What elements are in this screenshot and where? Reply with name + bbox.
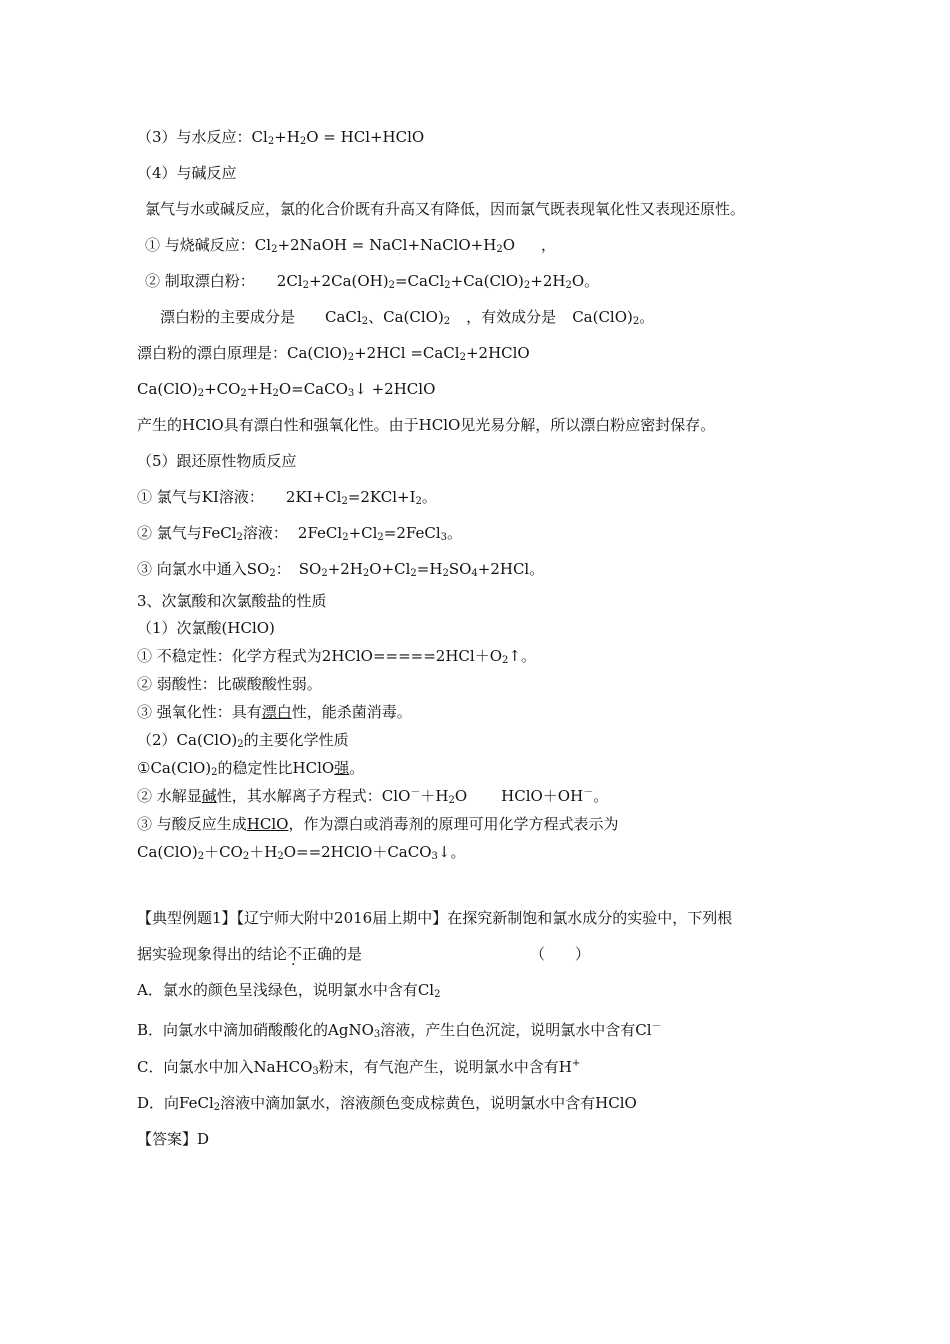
section-3-title: 3、次氯酸和次氯酸盐的性质: [137, 592, 327, 610]
hclo-weak-acid: ② 弱酸性：比碳酸酸性弱。: [137, 675, 322, 693]
option-c: C．向氯水中加入NaHCO$_3$粉末，有气泡产生，说明氯水中含有H+: [137, 1058, 581, 1077]
item-naoh-reaction: ① 与烧碱反应：$Cl_2+2NaOH$ = $NaCl+NaClO+H_2O$ ，: [145, 236, 557, 255]
example-question-line2: 据实验现象得出的结论不正确的是: [137, 945, 363, 963]
answer-line: 【答案】D: [137, 1130, 210, 1148]
caclo-stability: $①Ca(ClO)_2$的稳定性比HClO强。: [137, 759, 365, 778]
bleach-principle: 漂白粉的漂白原理是：$Ca(ClO)_2+2HCl$ =CaCl$_2$+2HClO: [137, 344, 530, 363]
caclo-acid-equation: $Ca(ClO)_2+CO_2+H_2O==2HClO+CaCO_3↓$。: [137, 843, 466, 862]
section-water-reaction: （3）与水反应：$Cl_2+H_2O$ = HCl+HClO: [137, 128, 425, 147]
option-d: D．向FeCl$_2$溶液中滴加氯水，溶液颜色变成棕黄色，说明氯水中含有HClO: [137, 1094, 637, 1113]
section-reducing-reaction: （5）跟还原性物质反应: [137, 452, 297, 470]
item-so2-reaction: ③ 向氯水中通入$SO_2$： $SO_2+2H_2O+Cl_2=H_2SO_4+2HCl$。: [137, 560, 545, 579]
item-bleach-preparation: ② 制取漂白粉： $2Cl_2+2Ca(OH)_2=CaCl_2+Ca(ClO)_2+2H_2O$。: [145, 272, 600, 291]
section-base-reaction: （4）与碱反应: [137, 164, 237, 182]
bleach-composition: 漂白粉的主要成分是 CaCl$_2$、$Ca(ClO)_2$ ，有效成分是 $Ca(ClO)_2$。: [160, 308, 655, 327]
caclo-hydrolysis: ② 水解显碱性，其水解离子方程式：$ClO^-+H_2O$ HClO＋OH－。: [137, 787, 609, 806]
item-fecl2-reaction: ② 氯气与FeCl$_2$溶液： $2FeCl_2+Cl_2=2FeCl_3$。: [137, 524, 463, 543]
option-a: A．氯水的颜色呈浅绿色，说明氯水中含有$Cl_2$: [137, 981, 441, 1000]
paragraph-hclo: 产生的HClO具有漂白性和强氧化性。由于HClO见光易分解，所以漂白粉应密封保存。: [137, 416, 716, 434]
caclo-title: $(2)Ca(ClO)_2$的主要化学性质: [137, 731, 349, 750]
caclo-acid-reaction: ③ 与酸反应生成HClO，作为漂白或消毒剂的原理可用化学方程式表示为: [137, 815, 619, 833]
item-ki-reaction: ① 氯气与KI溶液： $2KI+Cl_2=2KCl+I_2$。: [137, 488, 437, 507]
hclo-title: （1）次氯酸(HClO): [137, 619, 275, 637]
paragraph-redox: 氯气与水或碱反应，氯的化合价既有升高又有降低，因而氯气既表现氧化性又表现还原性。: [145, 200, 746, 218]
example-question-line1: 【典型例题1】【辽宁师大附中2016届上期中】在探究新制饱和氯水成分的实验中，下列根: [137, 909, 733, 927]
bleach-co2-equation: $Ca(ClO)_2+CO_2+H_2O=CaCO_3↓$ +2HClO: [137, 380, 436, 399]
hclo-oxidizing: ③ 强氧化性：具有漂白性，能杀菌消毒。: [137, 703, 412, 721]
option-b: B．向氯水中滴加硝酸酸化的AgNO$_3$溶液，产生白色沉淀，说明氯水中含有Cl－: [137, 1021, 662, 1040]
hclo-instability: ① 不稳定性：化学方程式为$2HClO=====2HCl+O_2↑$。: [137, 647, 536, 666]
answer-paren: （ ）: [530, 945, 591, 963]
